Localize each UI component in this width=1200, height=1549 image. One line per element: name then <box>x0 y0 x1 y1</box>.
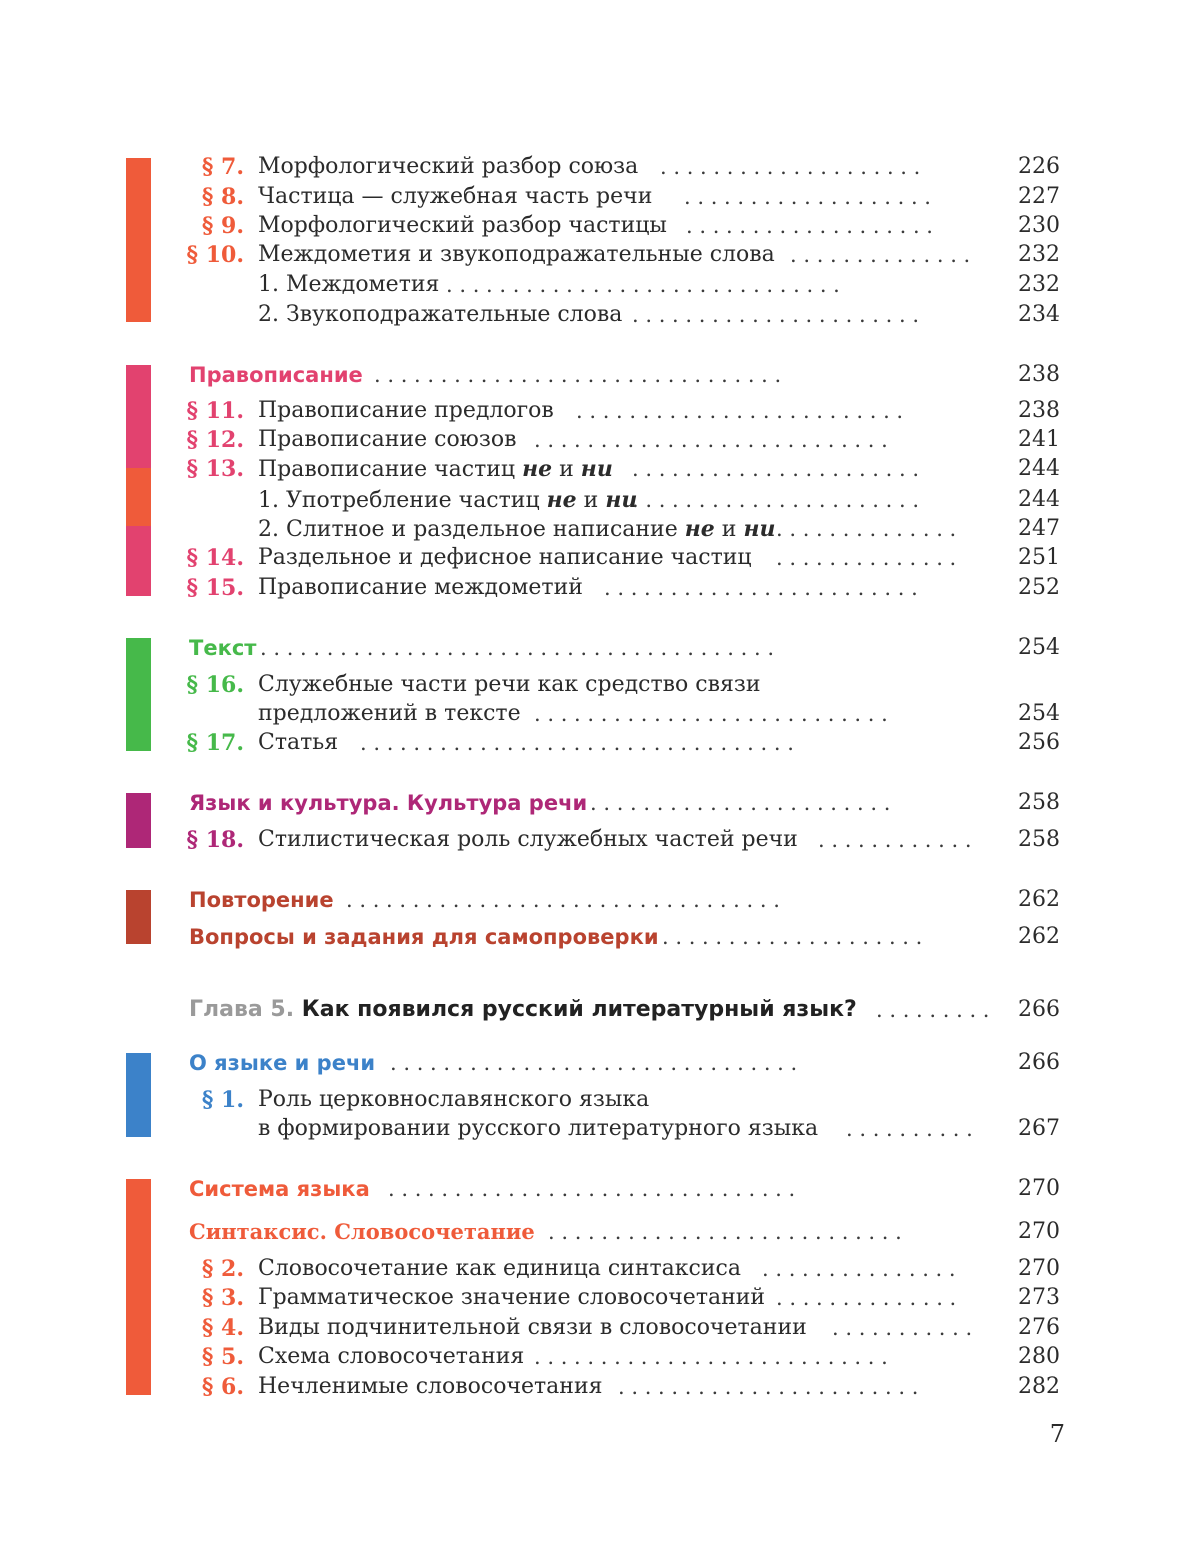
leader-dots: . . . . . . . . . . . . . . . . . . . <box>686 214 933 238</box>
page-number: 227 <box>1018 184 1060 209</box>
section-title: Правописание союзов <box>258 427 517 452</box>
section-number: § 3. <box>201 1285 244 1311</box>
leader-dots: . . . . . . . . . . . . . . . . . . . . . . . . . . . . . . <box>446 273 840 297</box>
toc-row[interactable] <box>0 454 1200 484</box>
toc-row[interactable] <box>0 270 1200 300</box>
heading-title: Система языка <box>189 1177 370 1201</box>
page-number: 241 <box>1018 427 1060 452</box>
toc-row[interactable] <box>0 1372 1200 1402</box>
heading-title: Вопросы и задания для самопроверки <box>189 925 659 949</box>
toc-row[interactable] <box>0 485 1200 515</box>
heading-title: О языке и речи <box>189 1051 376 1075</box>
leader-dots: . . . . . . . . . . . . . . . . . . . . . . . . . . . <box>548 1220 902 1244</box>
emphasis-ne: не <box>684 516 715 542</box>
leader-dots: . . . . . . . . . . . . . . . . . . . . . . . . . . . <box>534 428 888 452</box>
leader-dots: . . . . . . . . . . . . . . . . . . . . . . . <box>618 1375 919 1399</box>
toc-row[interactable] <box>0 514 1200 544</box>
leader-dots: . . . . . . . . . . . . . . . . . . . . . . . . <box>604 576 918 600</box>
toc-row[interactable] <box>0 1085 1200 1115</box>
leader-dots: . . . . . . . . . . . . . . . . . . . . <box>660 155 921 179</box>
page-number: 238 <box>1018 398 1060 423</box>
page-number: 254 <box>1018 635 1060 660</box>
toc-row[interactable] <box>0 670 1200 700</box>
leader-dots: . . . . . . . . . . . . . . . . . . . . . . . . . . . . . . . <box>374 363 782 387</box>
emphasis-ni: ни <box>580 456 613 482</box>
section-number: § 4. <box>201 1315 244 1341</box>
leader-dots: . . . . . . . . . . . . . . . . . . . <box>684 185 931 209</box>
page-number: 234 <box>1018 302 1060 327</box>
section-title: Виды подчинительной связи в словосочетании <box>258 1315 807 1340</box>
leader-dots: . . . . . . . . . . . . . . <box>776 546 957 570</box>
chapter-label: Глава 5. <box>189 997 295 1022</box>
section-title: Морфологический разбор частицы <box>258 213 667 238</box>
toc-row[interactable] <box>0 152 1200 182</box>
section-number: § 11. <box>186 398 244 424</box>
heading-title: Язык и культура. Культура речи <box>189 791 588 815</box>
page-number: 258 <box>1018 790 1060 815</box>
page-number: 238 <box>1018 362 1060 387</box>
section-title-continued: предложений в тексте <box>258 701 521 726</box>
leader-dots: . . . . . . . . . . <box>846 1117 973 1141</box>
section-number: § 13. <box>186 456 244 482</box>
page-number: 256 <box>1018 730 1060 755</box>
toc-heading-row[interactable] <box>0 788 1200 818</box>
leader-dots: . . . . . . . . . . . . . . <box>790 243 971 267</box>
toc-row[interactable] <box>0 699 1200 729</box>
toc-row[interactable] <box>0 240 1200 270</box>
section-title: Частица — служебная часть речи <box>258 184 653 209</box>
leader-dots: . . . . . . . . . . . . . . . . . . . . . . . . . . . <box>534 702 888 726</box>
page-number: 258 <box>1018 827 1060 852</box>
toc-row[interactable] <box>0 543 1200 573</box>
leader-dots: . . . . . . . . . . . . . . . . . . . . . . . . . . . . . . . <box>390 1051 798 1075</box>
chapter-title: Как появился русский литературный язык? <box>301 997 857 1022</box>
emphasis-ne: не <box>522 456 553 482</box>
section-number: § 16. <box>186 672 244 698</box>
toc-row[interactable] <box>0 728 1200 758</box>
section-number: § 9. <box>201 213 244 239</box>
leader-dots: . . . . . . . . . . . . . . . . . . . . . . <box>632 303 920 327</box>
page-number: 276 <box>1018 1315 1060 1340</box>
section-title: Раздельное и дефисное написание частиц <box>258 545 752 570</box>
page-number: 266 <box>1018 997 1060 1022</box>
leader-dots: . . . . . . . . . . . . . . . . . . . . . . <box>632 488 920 512</box>
page-number: 270 <box>1018 1219 1060 1244</box>
leader-dots: . . . . . . . . . . . . . . . . . . . . <box>662 925 923 949</box>
subsection-title: 1. Употребление частиц не и ни <box>258 487 638 513</box>
subsection-title: 2. Звукоподражательные слова <box>258 302 623 327</box>
section-title: Служебные части речи как средство связи <box>258 672 761 697</box>
leader-dots: . . . . . . . . . . . <box>832 1316 973 1340</box>
page-number: 252 <box>1018 575 1060 600</box>
leader-dots: . . . . . . . . . . . . . . . . . . . . . . . . . . . <box>534 1345 888 1369</box>
leader-dots: . . . . . . . . . . . . . . . . . . . . . . . . . <box>576 399 904 423</box>
page-number: 244 <box>1018 456 1060 481</box>
toc-row[interactable] <box>0 1114 1200 1144</box>
page-number: 226 <box>1018 154 1060 179</box>
emphasis-ne: не <box>546 487 577 513</box>
toc-heading-row[interactable] <box>0 1048 1200 1078</box>
toc-heading-row[interactable] <box>0 1217 1200 1247</box>
section-title: Нечленимые словосочетания <box>258 1374 603 1399</box>
toc-row[interactable] <box>0 182 1200 212</box>
toc-row[interactable] <box>0 396 1200 426</box>
toc-heading-row[interactable] <box>0 360 1200 390</box>
subsection-title: 2. Слитное и раздельное написание не и ни <box>258 516 776 542</box>
toc-row[interactable] <box>0 825 1200 855</box>
section-title: Статья <box>258 730 339 755</box>
section-number: § 10. <box>186 242 244 268</box>
leader-dots: . . . . . . . . . . . . . . . <box>762 1257 956 1281</box>
section-number: § 12. <box>186 427 244 453</box>
chapter-row[interactable] <box>0 995 1200 1025</box>
leader-dots: . . . . . . . . . . . . . . <box>776 517 957 541</box>
toc-row[interactable] <box>0 425 1200 455</box>
page-number: 232 <box>1018 242 1060 267</box>
section-number: § 1. <box>201 1087 244 1113</box>
toc-row[interactable] <box>0 300 1200 330</box>
section-title: Междометия и звукоподражательные слова <box>258 242 775 267</box>
leader-dots: . . . . . . . . . <box>876 998 990 1022</box>
emphasis-ni: ни <box>605 487 638 513</box>
section-number: § 14. <box>186 545 244 571</box>
page-number: 262 <box>1018 924 1060 949</box>
page-number: 280 <box>1018 1344 1060 1369</box>
toc-heading-row[interactable] <box>0 885 1200 915</box>
page-number: 266 <box>1018 1050 1060 1075</box>
chapter-heading <box>189 995 857 1025</box>
toc-row[interactable] <box>0 1342 1200 1372</box>
page-number: 230 <box>1018 213 1060 238</box>
emphasis-ni: ни <box>743 516 776 542</box>
page-number: 262 <box>1018 887 1060 912</box>
page-number: 270 <box>1018 1256 1060 1281</box>
leader-dots: . . . . . . . . . . . . . . . . . . . . . . . . . . . . . . . <box>388 1177 796 1201</box>
heading-title: Правописание <box>189 363 363 387</box>
page-number: 254 <box>1018 701 1060 726</box>
toc-row[interactable] <box>0 211 1200 241</box>
section-title-continued: в формировании русского литературного языка <box>258 1116 819 1141</box>
toc-heading-row[interactable] <box>0 1174 1200 1204</box>
leader-dots: . . . . . . . . . . . . . . . . . . . . . . . . . . . . . . . . . . . . . . . <box>260 636 774 660</box>
toc-row[interactable] <box>0 1254 1200 1284</box>
page-number: 244 <box>1018 487 1060 512</box>
section-title: Морфологический разбор союза <box>258 154 639 179</box>
page-number: 232 <box>1018 272 1060 297</box>
page-number-footer: 7 <box>1049 1420 1065 1448</box>
section-number: § 7. <box>201 154 244 180</box>
heading-title: Синтаксис. Словосочетание <box>189 1219 535 1244</box>
heading-title: Текст <box>189 636 257 660</box>
section-title: Правописание предлогов <box>258 398 554 423</box>
section-title: Грамматическое значение словосочетаний <box>258 1285 766 1310</box>
section-number: § 2. <box>201 1256 244 1282</box>
toc-heading-row[interactable] <box>0 633 1200 663</box>
page-number: 273 <box>1018 1285 1060 1310</box>
leader-dots: . . . . . . . . . . . . . . . . . . . . . . . . . . . . . . . . . <box>346 888 780 912</box>
heading-title: Повторение <box>189 888 334 912</box>
toc-heading-row[interactable] <box>0 922 1200 952</box>
page-number: 251 <box>1018 545 1060 570</box>
toc-row[interactable] <box>0 573 1200 603</box>
section-number: § 6. <box>201 1374 244 1400</box>
leader-dots: . . . . . . . . . . . . . . . . . . . . . . <box>632 457 920 481</box>
leader-dots: . . . . . . . . . . . . . . . . . . . . . . . <box>590 791 891 815</box>
page-number: 282 <box>1018 1374 1060 1399</box>
leader-dots: . . . . . . . . . . . . <box>818 828 972 852</box>
leader-dots: . . . . . . . . . . . . . . <box>776 1286 957 1310</box>
section-title: Роль церковнославянского языка <box>258 1087 650 1112</box>
leader-dots: . . . . . . . . . . . . . . . . . . . . . . . . . . . . . . . . . <box>360 731 794 755</box>
section-number: § 15. <box>186 575 244 601</box>
section-number: § 5. <box>201 1344 244 1370</box>
toc-row[interactable] <box>0 1283 1200 1313</box>
section-number: § 8. <box>201 184 244 210</box>
section-number: § 17. <box>186 730 244 756</box>
section-title: Схема словосочетания <box>258 1344 525 1369</box>
page-number: 267 <box>1018 1116 1060 1141</box>
page-number: 247 <box>1018 516 1060 541</box>
section-title: Стилистическая роль служебных частей речи <box>258 827 798 852</box>
page-number: 270 <box>1018 1176 1060 1201</box>
toc-row[interactable] <box>0 1313 1200 1343</box>
section-title: Словосочетание как единица синтаксиса <box>258 1256 741 1281</box>
subsection-title: 1. Междометия <box>258 272 440 297</box>
section-number: § 18. <box>186 827 244 853</box>
section-title: Правописание частиц не и ни <box>258 456 613 482</box>
section-title: Правописание междометий <box>258 575 583 600</box>
